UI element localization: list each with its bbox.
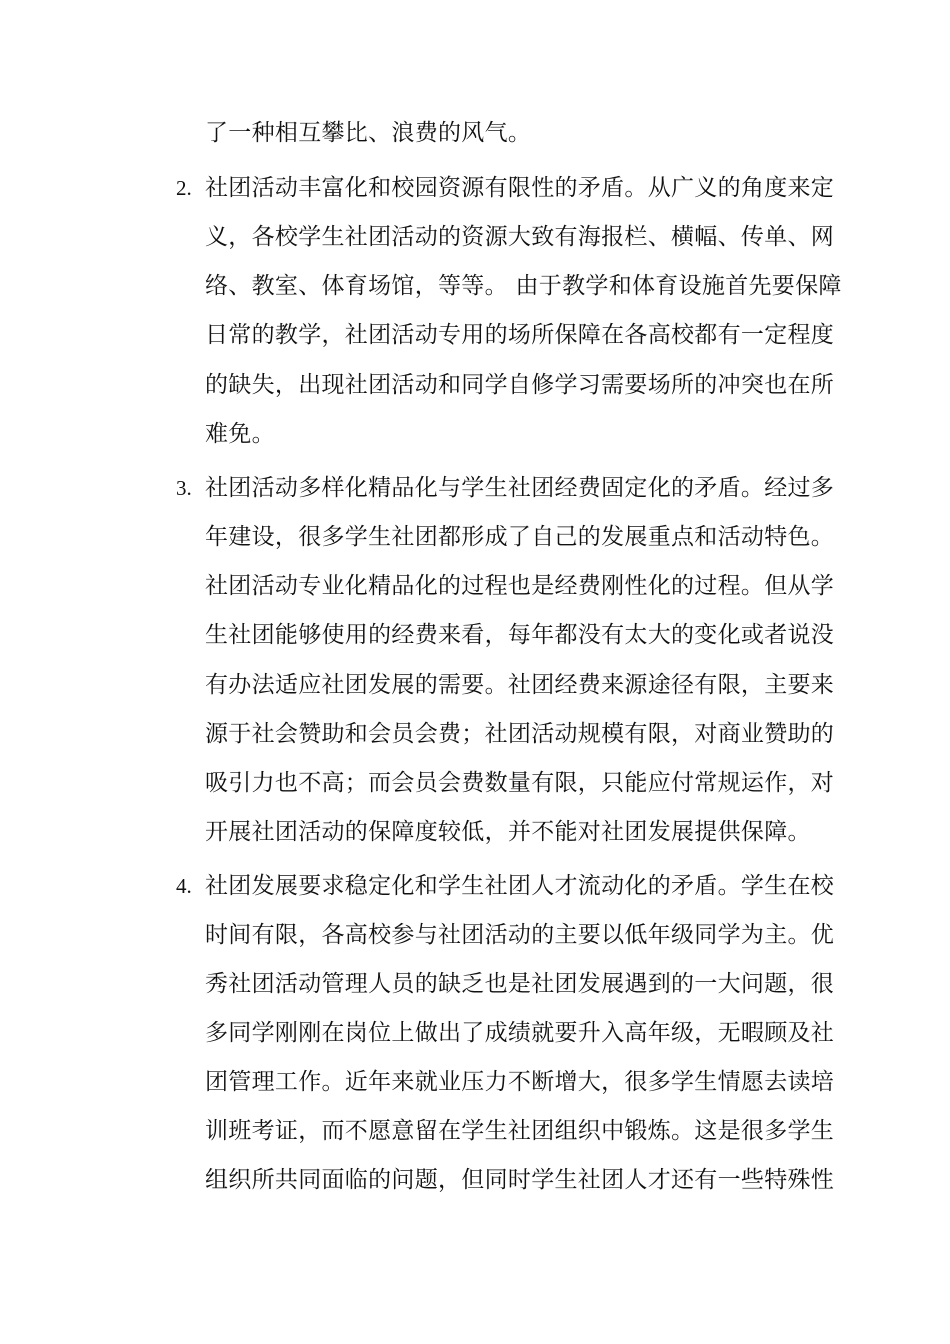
text-line: 社团发展要求稳定化和学生社团人才流动化的矛盾。学生在校 (205, 873, 835, 899)
text-line: 义，各校学生社团活动的资源大致有海报栏、横幅、传单、网 (205, 224, 835, 250)
list-item-number: 2. (176, 176, 192, 200)
text-line: 秀社团活动管理人员的缺乏也是社团发展遇到的一大问题，很 (205, 971, 835, 997)
text-line: 社团活动丰富化和校园资源有限性的矛盾。从广义的角度来定 (205, 175, 835, 201)
text-line: 日常的教学，社团活动专用的场所保障在各高校都有一定程度 (205, 322, 835, 348)
intro-text-line: 了一种相互攀比、浪费的风气。 (205, 120, 532, 146)
text-line: 难免。 (205, 421, 275, 447)
text-line: 社团活动多样化精品化与学生社团经费固定化的矛盾。经过多 (205, 475, 835, 501)
text-line: 社团活动专业化精品化的过程也是经费刚性化的过程。但从学 (205, 573, 835, 599)
text-line: 开展社团活动的保障度较低，并不能对社团发展提供保障。 (205, 819, 811, 845)
text-line: 吸引力也不高；而会员会费数量有限，只能应付常规运作，对 (205, 770, 835, 796)
text-line: 有办法适应社团发展的需要。社团经费来源途径有限，主要来 (205, 672, 835, 698)
text-line: 团管理工作。近年来就业压力不断增大，很多学生情愿去读培 (205, 1069, 835, 1095)
list-item-number: 4. (176, 874, 192, 898)
text-line: 年建设，很多学生社团都形成了自己的发展重点和活动特色。 (205, 524, 835, 550)
list-item-number: 3. (176, 476, 192, 500)
text-line: 源于社会赞助和会员会费；社团活动规模有限，对商业赞助的 (205, 721, 835, 747)
text-line: 络、教室、体育场馆，等等。 由于教学和体育设施首先要保障 (205, 273, 842, 299)
text-line: 生社团能够使用的经费来看，每年都没有太大的变化或者说没 (205, 622, 835, 648)
text-line: 组织所共同面临的问题，但同时学生社团人才还有一些特殊性 (205, 1167, 835, 1193)
text-line: 训班考证，而不愿意留在学生社团组织中锻炼。这是很多学生 (205, 1118, 835, 1144)
text-line: 的缺失，出现社团活动和同学自修学习需要场所的冲突也在所 (205, 372, 835, 398)
text-line: 多同学刚刚在岗位上做出了成绩就要升入高年级，无暇顾及社 (205, 1020, 835, 1046)
text-line: 时间有限，各高校参与社团活动的主要以低年级同学为主。优 (205, 922, 835, 948)
